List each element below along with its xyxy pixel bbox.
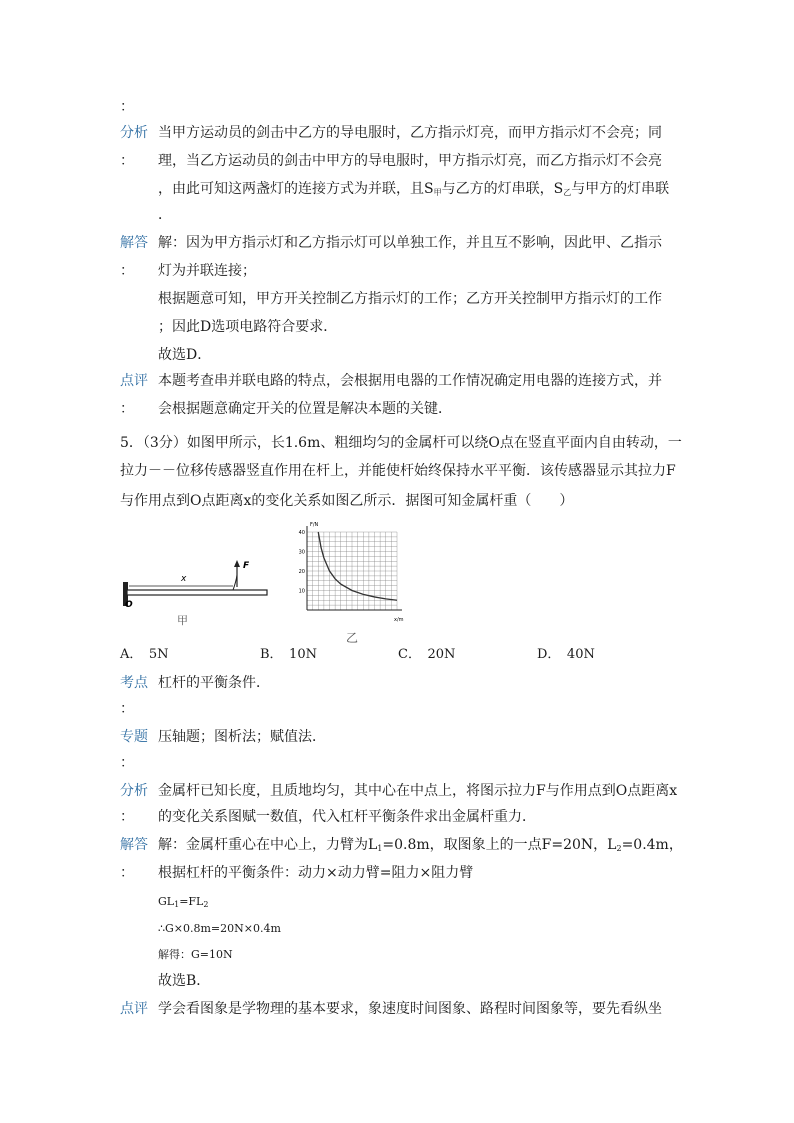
x-axis-unit: x/m bbox=[394, 617, 404, 623]
kaodian-colon-line bbox=[0, 694, 794, 724]
q5-comment-line-1 bbox=[0, 994, 794, 1024]
subscript-2: 2 bbox=[616, 844, 622, 853]
prev-analysis-text-4: ． bbox=[158, 207, 172, 223]
q5-answer-eq-2-text: ∴G×0.8m=20N×0.4m bbox=[158, 922, 281, 935]
prev-comment-text-2: 会根据题意确定开关的位置是解决本题的关键． bbox=[158, 401, 452, 417]
q5-comment-text: 学会看图象是学物理的基本要求，象速度时间图象、路程时间图象等，要先看纵坐 bbox=[158, 1001, 662, 1017]
y-tick-label: 30 bbox=[298, 549, 305, 556]
kaodian-text: 杠杆的平衡条件． bbox=[158, 675, 270, 691]
colon: ： bbox=[120, 755, 134, 771]
y-tick-label: 20 bbox=[298, 569, 305, 575]
figure-yi-chart bbox=[290, 518, 410, 648]
q5-analysis-text-1: 金属杆已知长度，且质地均匀，其中心在中点上，将图示拉力F与作用点到O点距离x bbox=[158, 783, 678, 799]
q5-answer-eq-1-text: $GL_1=FL_2$ bbox=[158, 895, 209, 909]
colon: ： bbox=[120, 401, 134, 417]
q5-analysis-label: 分析 bbox=[120, 783, 148, 799]
colon: ： bbox=[120, 865, 134, 881]
subscript-yi: 乙 bbox=[563, 188, 572, 197]
prev-comment-line-2 bbox=[0, 394, 794, 424]
q5-answer-text-1: 解：金属杆重心在中心上，力臂为$L_1=0.8m$，取图象上的一点F=20N，$L_2=0.4m$， bbox=[158, 837, 683, 853]
q5-answer-eq-3-text: 解得：G=10N bbox=[158, 948, 233, 961]
q5-analysis-line-2 bbox=[0, 802, 794, 832]
kaodian-label: 考点 bbox=[120, 675, 148, 691]
y-axis-unit: F/N bbox=[310, 522, 319, 528]
q5-stem-line-2 bbox=[0, 456, 794, 486]
prev-answer-text-2: 灯为并联连接； bbox=[158, 263, 256, 279]
option-c[interactable]: C． 20N bbox=[398, 647, 456, 662]
prev-comment-line-1 bbox=[0, 366, 794, 396]
q5-stem-line-3 bbox=[0, 486, 794, 516]
prev-analysis-label: 分析 bbox=[120, 125, 148, 141]
option-b[interactable]: B． 10N bbox=[260, 647, 317, 662]
zhuanti-label: 专题 bbox=[120, 729, 148, 745]
label-x: x bbox=[181, 574, 187, 584]
prev-analysis-text-1: 当甲方运动员的剑击中乙方的导电服时，乙方指示灯亮，而甲方指示灯不会亮；同 bbox=[158, 125, 662, 141]
prev-analysis-line-4 bbox=[0, 200, 794, 230]
prev-comment-label: 点评 bbox=[120, 373, 148, 389]
y-tick-label: 40 bbox=[298, 530, 305, 536]
q5-answer-eq-4-text: 故选B． bbox=[158, 973, 211, 989]
caption-yi: 乙 bbox=[346, 631, 359, 645]
prev-comment-text-1: 本题考查串并联电路的特点，会根据用电器的工作情况确定用电器的连接方式，并 bbox=[158, 373, 662, 389]
metal-rod bbox=[127, 590, 267, 595]
prev-analysis-line-2 bbox=[0, 146, 794, 176]
prev-answer-label: 解答 bbox=[120, 235, 148, 251]
q5-stem-text-1: 5．（3分）如图甲所示，长1.6m、粗细均匀的金属杆可以绕O点在竖直平面内自由转动，一 bbox=[120, 435, 682, 451]
prev-analysis-text-2: 理，当乙方运动员的剑击中甲方的导电服时，甲方指示灯亮，而乙方指示灯不会亮 bbox=[158, 153, 662, 169]
colon: ： bbox=[120, 701, 134, 717]
q5-answer-eq-4 bbox=[0, 966, 794, 996]
q5-comment-label: 点评 bbox=[120, 1001, 148, 1017]
subscript-1: 1 bbox=[377, 844, 383, 853]
q5-answer-text-2: 根据杠杆的平衡条件：动力×动力臂=阻力×阻力臂 bbox=[158, 865, 474, 881]
caption-jia: 甲 bbox=[177, 614, 188, 627]
colon: ： bbox=[120, 99, 134, 115]
option-d[interactable]: D． 40N bbox=[537, 647, 595, 662]
prev-answer-text-5: 故选D． bbox=[158, 347, 212, 363]
colon: ： bbox=[120, 809, 134, 825]
colon: ： bbox=[120, 263, 134, 279]
label-O: O bbox=[125, 600, 133, 610]
prev-answer-line-3 bbox=[0, 284, 794, 314]
q5-answer-line-2 bbox=[0, 858, 794, 888]
force-arrow-head bbox=[234, 560, 240, 567]
prev-answer-line-2 bbox=[0, 256, 794, 286]
y-tick-labels bbox=[299, 530, 305, 595]
q5-answer-eq-1 bbox=[0, 887, 794, 917]
prev-analysis-line-1 bbox=[0, 118, 794, 148]
figure-jia-lever bbox=[115, 535, 275, 635]
colon: ： bbox=[120, 153, 134, 169]
y-tick-label: 10 bbox=[298, 588, 305, 595]
prev-answer-line-1 bbox=[0, 228, 794, 258]
q5-answer-line-1 bbox=[0, 830, 794, 860]
zhuanti-colon-line bbox=[0, 748, 794, 778]
prev-answer-line-4 bbox=[0, 312, 794, 342]
sensor-hook bbox=[233, 575, 237, 590]
prev-answer-text-3: 根据题意可知，甲方开关控制乙方指示灯的工作；乙方开关控制甲方指示灯的工作 bbox=[158, 291, 662, 307]
q5-stem-text-3: 与作用点到O点距离x的变化关系如图乙所示．据图可知金属杆重（ ） bbox=[120, 493, 574, 509]
label-F: F bbox=[243, 561, 250, 571]
zhuanti-text: 压轴题；图析法；赋值法． bbox=[158, 729, 326, 745]
prev-analysis-text-3: ，由此可知这两盏灯的连接方式为并联，且$S_甲$与乙方的灯串联，$S_乙$与甲方的灯串联 bbox=[158, 181, 670, 197]
prev-answer-text-4: ；因此D选项电路符合要求． bbox=[158, 319, 338, 335]
q5-analysis-text-2: 的变化关系图赋一数值，代入杠杆平衡条件求出金属杆重力． bbox=[158, 809, 536, 825]
option-a[interactable]: A． 5N bbox=[120, 647, 169, 662]
q5-answer-label: 解答 bbox=[120, 837, 148, 853]
q5-stem-line-1 bbox=[0, 428, 794, 458]
prev-answer-text-1: 解：因为甲方指示灯和乙方指示灯可以单独工作，并且互不影响，因此甲、乙指示 bbox=[158, 235, 662, 251]
q5-stem-text-2: 拉力－－位移传感器竖直作用在杆上，并能使杆始终保持水平平衡．该传感器显示其拉力F bbox=[120, 463, 676, 479]
subscript-jia: 甲 bbox=[433, 188, 442, 197]
